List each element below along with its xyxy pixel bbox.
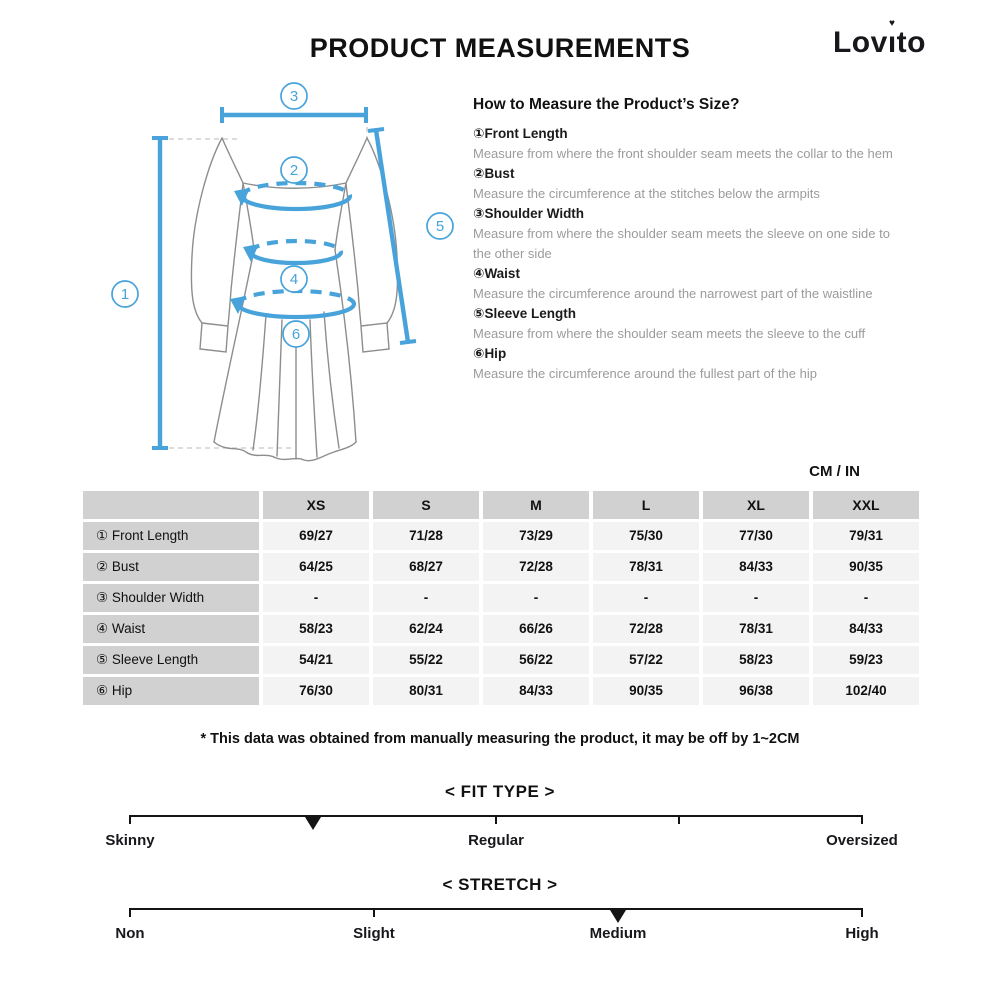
dress-measurement-diagram [90, 80, 470, 480]
stretch-label-medium: Medium [589, 925, 647, 942]
value-cell: 90/35 [593, 677, 699, 705]
value-cell: 58/23 [703, 646, 809, 674]
guide-item-title: ①Front Length [473, 126, 568, 141]
stretch-label-slight: Slight [353, 925, 395, 942]
guide-item-title: ⑥Hip [473, 346, 507, 361]
brand-text: Lov [832, 26, 888, 59]
guide-item-desc: Measure the circumference around the narrowest part of the waistline [473, 286, 873, 301]
stretch-scale [0, 875, 1000, 955]
scale-tick [129, 815, 131, 824]
scale-tick [373, 908, 375, 917]
value-cell: 78/31 [593, 553, 699, 581]
value-cell: 64/25 [263, 553, 369, 581]
hip-ellipse [230, 291, 354, 317]
value-cell: 72/28 [483, 553, 589, 581]
guide-item-desc: Measure from where the shoulder seam meets the sleeve to the cuff [473, 326, 866, 341]
value-cell: 96/38 [703, 677, 809, 705]
table-header-xl: XL [703, 491, 809, 519]
value-cell: 69/27 [263, 522, 369, 550]
guide-item-title: ③Shoulder Width [473, 206, 585, 221]
guide-item-desc: Measure the circumference at the stitches below the armpits [473, 186, 820, 201]
table-header-xxl: XXL [813, 491, 919, 519]
value-cell: - [703, 584, 809, 612]
brand-text: to [896, 26, 926, 59]
value-cell: - [373, 584, 479, 612]
fit-label-oversized: Oversized [826, 832, 898, 849]
guide-item-sleeve-length [473, 304, 899, 344]
value-cell: 62/24 [373, 615, 479, 643]
table-header-m: M [483, 491, 589, 519]
row-label-front-length: ① Front Length [83, 522, 259, 550]
diagram-marker-1 [112, 281, 138, 307]
guide-item-title: ④Waist [473, 266, 520, 281]
guide-item-waist [473, 264, 899, 304]
value-cell: 84/33 [483, 677, 589, 705]
stretch-marker-icon [610, 910, 626, 923]
fit-label-skinny: Skinny [105, 832, 155, 849]
value-cell: 57/22 [593, 646, 699, 674]
svg-text:2: 2 [289, 162, 299, 179]
value-cell: 102/40 [813, 677, 919, 705]
guide-item-desc: Measure from where the shoulder seam meets the sleeve on one side to the other side [473, 226, 890, 261]
guide-heading: How to Measure the Product’s Size? [473, 96, 740, 113]
fit-type-scale [0, 782, 1000, 862]
measure-guide [473, 96, 899, 384]
value-cell: 71/28 [373, 522, 479, 550]
guide-item-front-length [473, 124, 899, 164]
scale-tick [129, 908, 131, 917]
fit-type-marker-icon [305, 817, 321, 830]
value-cell: 58/23 [263, 615, 369, 643]
diagram-marker-2 [281, 157, 307, 183]
brand-logo [832, 18, 926, 60]
diagram-marker-4 [281, 266, 307, 292]
sleeve-length-line [368, 129, 416, 343]
waist-ellipse [243, 241, 341, 263]
front-length-line [152, 138, 168, 448]
svg-text:6: 6 [291, 326, 301, 343]
row-label-bust: ② Bust [83, 553, 259, 581]
value-cell: 54/21 [263, 646, 369, 674]
value-cell: 84/33 [703, 553, 809, 581]
value-cell: 80/31 [373, 677, 479, 705]
heart-icon: ♥ [889, 18, 896, 29]
svg-text:4: 4 [289, 271, 299, 288]
value-cell: 84/33 [813, 615, 919, 643]
table-header-xs: XS [263, 491, 369, 519]
measurement-disclaimer: * This data was obtained from manually measuring the product, it may be off by 1~2CM [200, 731, 800, 747]
value-cell: 59/23 [813, 646, 919, 674]
guide-item-hip [473, 344, 899, 384]
guide-item-shoulder-width [473, 204, 899, 264]
diagram-marker-3 [281, 83, 307, 109]
svg-text:5: 5 [435, 218, 445, 235]
fit-label-regular: Regular [468, 832, 524, 849]
stretch-label-high: High [845, 925, 879, 942]
unit-label: CM / IN [809, 463, 860, 480]
row-label-sleeve-length: ⑤ Sleeve Length [83, 646, 259, 674]
value-cell: 72/28 [593, 615, 699, 643]
table-header-s: S [373, 491, 479, 519]
row-label-hip: ⑥ Hip [83, 677, 259, 705]
stretch-label-non: Non [115, 925, 145, 942]
brand-text-i: ı [887, 26, 897, 59]
scale-tick [861, 908, 863, 917]
row-label-shoulder-width: ③ Shoulder Width [83, 584, 259, 612]
bust-ellipse [234, 183, 350, 209]
value-cell: - [263, 584, 369, 612]
diagram-marker-5 [427, 213, 453, 239]
scale-tick [495, 815, 497, 824]
value-cell: - [483, 584, 589, 612]
guide-item-desc: Measure from where the front shoulder seam meets the collar to the hem [473, 146, 893, 161]
fit-type-line [130, 815, 862, 817]
guide-item-title: ②Bust [473, 166, 515, 181]
value-cell: 77/30 [703, 522, 809, 550]
page-title: PRODUCT MEASUREMENTS [309, 33, 691, 63]
size-table [83, 491, 919, 705]
guide-item-desc: Measure the circumference around the fullest part of the hip [473, 366, 817, 381]
diagram-marker-6 [283, 321, 309, 347]
svg-text:3: 3 [289, 88, 299, 105]
value-cell: 76/30 [263, 677, 369, 705]
value-cell: 75/30 [593, 522, 699, 550]
value-cell: 55/22 [373, 646, 479, 674]
row-label-waist: ④ Waist [83, 615, 259, 643]
scale-tick [861, 815, 863, 824]
value-cell: 56/22 [483, 646, 589, 674]
table-header-l: L [593, 491, 699, 519]
dress-outline [191, 138, 397, 461]
value-cell: 66/26 [483, 615, 589, 643]
guide-item-bust [473, 164, 899, 204]
value-cell: 73/29 [483, 522, 589, 550]
value-cell: - [593, 584, 699, 612]
fit-type-title: < FIT TYPE > [445, 782, 555, 801]
stretch-title: < STRETCH > [442, 875, 558, 894]
value-cell: 68/27 [373, 553, 479, 581]
svg-text:1: 1 [120, 286, 130, 303]
scale-tick [678, 815, 680, 824]
value-cell: 90/35 [813, 553, 919, 581]
guide-item-title: ⑤Sleeve Length [473, 306, 576, 321]
value-cell: 79/31 [813, 522, 919, 550]
table-header-empty [83, 491, 259, 519]
value-cell: - [813, 584, 919, 612]
stretch-line [130, 908, 862, 910]
value-cell: 78/31 [703, 615, 809, 643]
